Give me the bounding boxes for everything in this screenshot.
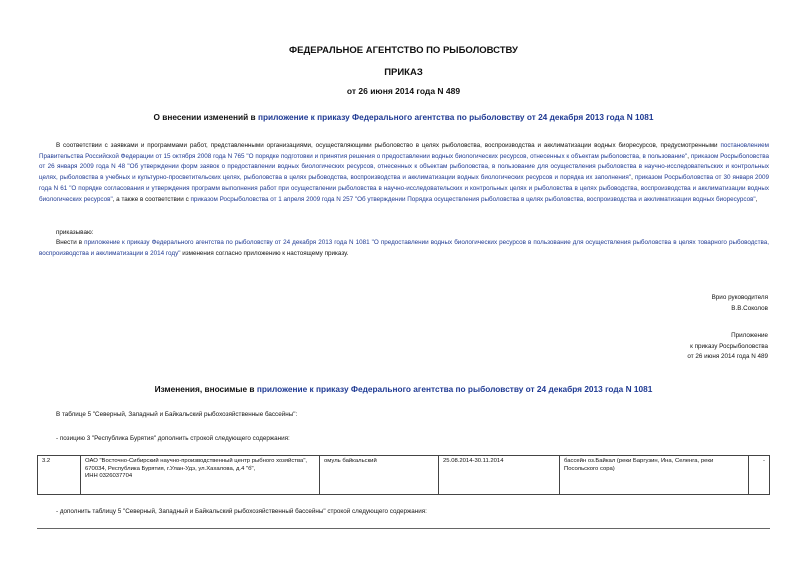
order-text-link-1081[interactable]: приложение к приказу Федерального агентства по рыболовству от 24 декабря 2013 года N 1081 "О предоставлении водных биологических ресурсов в пользование для осуществления рыболовства в целях товарного рыбоводства, воспроизводства и акклиматизации в 2014 году": [39, 239, 769, 257]
order-text-2: изменения согласно приложению к настоящему приказу.: [180, 249, 349, 257]
table-row: [38, 456, 770, 495]
preamble-text-3: ,: [631, 174, 635, 182]
preamble-text-1: В соответствии с заявками и программами работ, представленными организациями, осуществляющими рыболовство в целях рыболовства, воспроизводства и акклиматизации водных биоресурсов, предусмотренными: [56, 142, 721, 149]
preamble-text-4: , а также в соответствии с: [112, 195, 191, 203]
table-cell-period: 25.08.2014-30.11.2014: [439, 456, 560, 495]
table-cell-number: 3.2: [38, 456, 81, 495]
preamble-link-765[interactable]: постановлением Правительства Российской Федерации от 15 октября 2008 года N 765 "О порядке подготовки и принятия решения о предоставлении водных биологических ресурсов, отнесенных к объектам рыболовства, в пользование": [39, 142, 769, 160]
order-word: приказываю:: [56, 229, 94, 236]
appendix-line-3: от 26 июня 2014 года N 489: [687, 353, 768, 360]
org-line-3: ИНН 0326037704: [85, 473, 133, 479]
order-text-1: Внести в: [56, 239, 85, 246]
table-cell-area: бассейн оз.Байкал (реки Баргузин, Ина, Селенга, реки Посольского сора): [560, 456, 749, 495]
doc-date-heading: от 26 июня 2014 года N 489: [346, 86, 461, 96]
appendix-line-2: к приказу Росрыболовства: [690, 342, 768, 350]
changes-title-prefix: Изменения, вносимые в: [154, 384, 257, 394]
changes-title-link[interactable]: приложение к приказу Федерального агентства по рыболовству от 24 декабря 2013 года N 1081: [256, 384, 653, 394]
section-table5-intro: В таблице 5 "Северный, Западный и Байкальский рыбохозяйственные бассейны":: [56, 411, 298, 418]
preamble-link-48[interactable]: приказом Росрыболовства от 26 января 2009 года N 48 "Об утверждении форм заявок о предоставлении водных биологических ресурсов, отнесенных к объектам рыболовства, в пользование для осуществления рыболовства в научно-исследовательских и контрольных целях, рыболовства в учебных и культурно-просветительских целях, рыболовства в целях рыбоводства, воспроизводства и акклиматизации водных биологических ресурсов и порядка их заполнения": [39, 152, 770, 182]
order-text-paragraph: [39, 238, 769, 259]
table-cell-organization: [81, 456, 320, 495]
preamble-text-5: ,: [755, 195, 758, 203]
signature-block: [712, 293, 768, 314]
changes-title: [0, 384, 807, 394]
order-title: [0, 112, 807, 122]
section-position3: - позицию 3 "Республика Бурятия" дополнить строкой следующего содержания:: [56, 435, 290, 442]
signature-role: Врио руководителя: [711, 294, 768, 301]
doc-type-heading: ПРИКАЗ: [384, 67, 423, 78]
appendix-line-1: Приложение: [731, 332, 768, 339]
preamble-link-61[interactable]: приказом Росрыболовства от 30 января 2009 года N 61 "О порядке согласования и утверждения программ выполнения работ при осуществлении рыболовства в научно-исследовательских и контрольных целях и рыболовства в целях рыбоводства, воспроизводства и акклиматизации водных биологических ресурсов": [39, 174, 770, 203]
agency-heading: ФЕДЕРАЛЬНОЕ АГЕНТСТВО ПО РЫБОЛОВСТВУ: [289, 45, 518, 56]
order-title-prefix: О внесении изменений в: [153, 112, 258, 122]
table-cell-species: омуль байкальский: [320, 456, 439, 495]
signature-name: В.В.Соколов: [731, 304, 768, 312]
appendix-block: [687, 331, 768, 363]
preamble-text-2: ,: [687, 152, 691, 160]
section-add-row: - дополнить таблицу 5 "Северный, Западный и Байкальский рыбохозяйственный бассейны" строкой следующего содержания:: [56, 508, 427, 515]
table-cell-last-value: -: [763, 458, 765, 464]
bottom-divider: [37, 528, 770, 529]
preamble-link-257[interactable]: приказом Росрыболовства от 1 апреля 2009 года N 257 "Об утверждении Порядка осуществления рыболовства в целях рыболовства, воспроизводства и акклиматизации водных биоресурсов": [190, 195, 756, 203]
order-title-link[interactable]: приложение к приказу Федерального агентства по рыболовству от 24 декабря 2013 года N 1081: [257, 112, 654, 122]
table-cell-last: [749, 456, 770, 495]
org-line-1: ОАО "Восточно-Сибирский научно-производственный центр рыбного хозяйства",: [85, 458, 308, 464]
changes-table: [37, 455, 770, 495]
preamble-paragraph: [39, 141, 769, 205]
org-line-2: 670034, Республика Бурятия, г.Улан-Удэ, ул.Хахалова, д.4 "б",: [85, 465, 256, 472]
